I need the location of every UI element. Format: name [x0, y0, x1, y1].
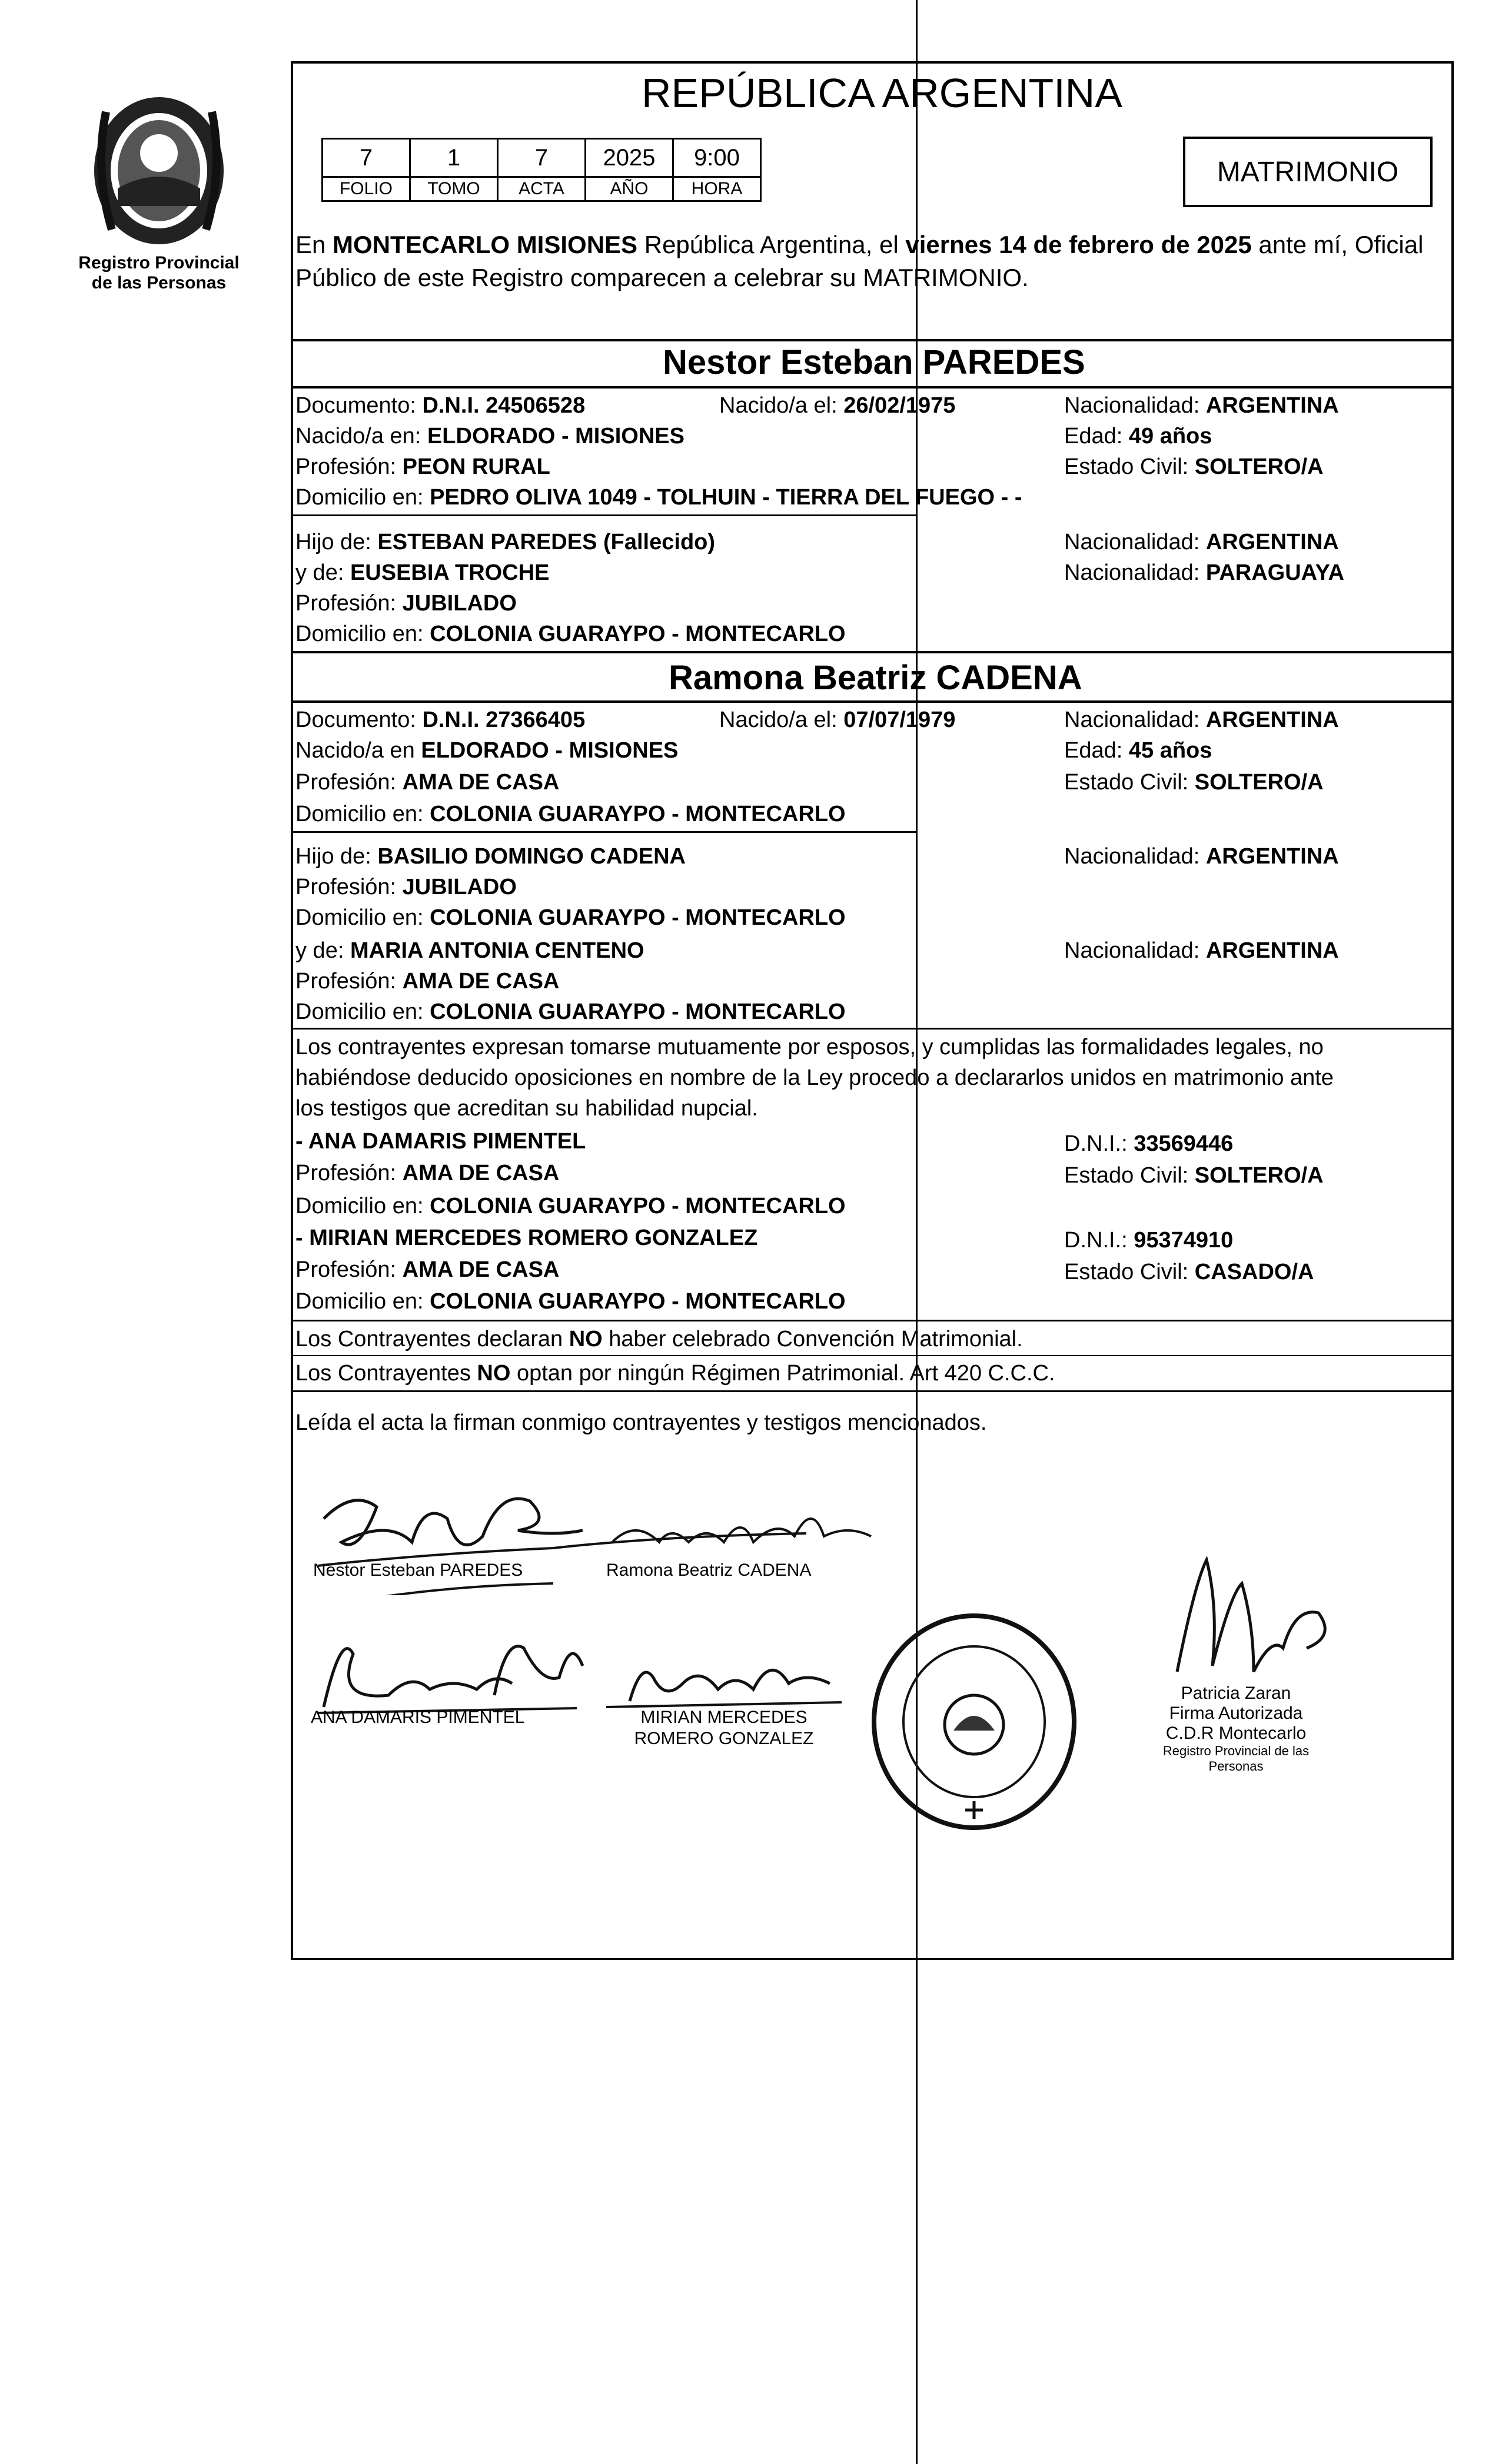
witness2-profession: Profesión: AMA DE CASA — [295, 1257, 560, 1282]
witness2-signature-caption: MIRIAN MERCEDES ROMERO GONZALEZ — [634, 1708, 814, 1748]
witness2-name: - MIRIAN MERCEDES ROMERO GONZALEZ — [295, 1226, 758, 1250]
folio-value: 7 — [323, 139, 410, 177]
intro-date: viernes 14 de febrero de 2025 — [905, 231, 1252, 258]
groom-parents-address: Domicilio en: COLONIA GUARAYPO - MONTECARLO — [295, 622, 846, 646]
witness1-address: Domicilio en: COLONIA GUARAYPO - MONTECARLO — [295, 1194, 846, 1218]
registry-line2: de las Personas — [91, 273, 227, 293]
closing-text: Leída el acta la firman conmigo contrayentes y testigos mencionados. — [295, 1410, 987, 1435]
bride-civil-status: Estado Civil: SOLTERO/A — [1064, 770, 1324, 795]
bride-father: Hijo de: BASILIO DOMINGO CADENA — [295, 844, 686, 869]
intro-place: MONTECARLO MISIONES — [333, 231, 638, 258]
anio-value: 2025 — [586, 139, 673, 177]
province-seal-icon — [82, 88, 235, 253]
groom-nationality: Nacionalidad: ARGENTINA — [1064, 393, 1339, 418]
witness1-dni: D.N.I.: 33569446 — [1064, 1131, 1234, 1156]
witness1-civil-status: Estado Civil: SOLTERO/A — [1064, 1163, 1324, 1188]
acta-label: ACTA — [498, 177, 586, 201]
groom-document: Documento: D.N.I. 24506528 — [295, 393, 586, 418]
groom-age: Edad: 49 años — [1064, 424, 1212, 449]
groom-profession: Profesión: PEON RURAL — [295, 454, 550, 479]
groom-mother-nationality: Nacionalidad: PARAGUAYA — [1064, 560, 1344, 585]
declaration-line3: los testigos que acreditan su habilidad nupcial. — [295, 1096, 758, 1121]
bride-age: Edad: 45 años — [1064, 738, 1212, 763]
bride-profession: Profesión: AMA DE CASA — [295, 770, 560, 795]
bride-mother-profession: Profesión: AMA DE CASA — [295, 969, 560, 994]
registry-line1: Registro Provincial — [78, 253, 240, 273]
groom-birthdate: Nacido/a el: 26/02/1975 — [719, 393, 956, 418]
convention-line2: Los Contrayentes NO optan por ningún Régimen Patrimonial. Art 420 C.C.C. — [295, 1361, 1055, 1386]
act-type-box: MATRIMONIO — [1183, 137, 1433, 207]
official-org: Registro Provincial de las Personas — [1162, 1744, 1310, 1774]
groom-signature-caption: Nestor Esteban PAREDES — [313, 1560, 523, 1580]
registry-label — [65, 253, 253, 293]
groom-address: Domicilio en: PEDRO OLIVA 1049 - TOLHUIN - TIERRA DEL FUEGO - - — [295, 485, 1022, 510]
folio-label: FOLIO — [323, 177, 410, 201]
bride-address: Domicilio en: COLONIA GUARAYPO - MONTECARLO — [295, 802, 846, 826]
tomo-value: 1 — [410, 139, 498, 177]
bride-nationality: Nacionalidad: ARGENTINA — [1064, 708, 1339, 732]
official-block — [1136, 1683, 1336, 1774]
bride-signature-caption: Ramona Beatriz CADENA — [606, 1560, 812, 1580]
bride-birthplace: Nacido/a en ELDORADO - MISIONES — [295, 738, 679, 763]
groom-name: Nestor Esteban PAREDES — [663, 343, 1085, 381]
witness1-name: - ANA DAMARIS PIMENTEL — [295, 1129, 586, 1154]
hora-value: 9:00 — [673, 139, 761, 177]
witnesses-signature — [300, 1613, 865, 1719]
witness2-dni: D.N.I.: 95374910 — [1064, 1228, 1234, 1253]
anio-label: AÑO — [586, 177, 673, 201]
groom-parents-profession: Profesión: JUBILADO — [295, 591, 517, 616]
groom-birthplace: Nacido/a en: ELDORADO - MISIONES — [295, 424, 684, 449]
province-logo — [82, 88, 235, 253]
bride-mother-address: Domicilio en: COLONIA GUARAYPO - MONTECARLO — [295, 999, 846, 1024]
official-name: Patricia Zaran — [1181, 1683, 1291, 1703]
groom-father-nationality: Nacionalidad: ARGENTINA — [1064, 530, 1339, 554]
bride-father-nationality: Nacionalidad: ARGENTINA — [1064, 844, 1339, 869]
groom-mother: y de: EUSEBIA TROCHE — [295, 560, 550, 585]
tomo-label: TOMO — [410, 177, 498, 201]
witness1-profession: Profesión: AMA DE CASA — [295, 1161, 560, 1185]
bride-father-profession: Profesión: JUBILADO — [295, 875, 517, 899]
groom-civil-status: Estado Civil: SOLTERO/A — [1064, 454, 1324, 479]
bride-mother-nationality: Nacionalidad: ARGENTINA — [1064, 938, 1339, 963]
declaration-line2: habiéndose deducido oposiciones en nombre de la Ley procedo a declararlos unidos en matrimonio ante — [295, 1065, 1334, 1090]
declaration-line1: Los contrayentes expresan tomarse mutuamente por esposos, y cumplidas las formalidades legales, no — [295, 1035, 1324, 1060]
page-title: REPÚBLICA ARGENTINA — [642, 70, 1122, 116]
registry-stamp-icon — [865, 1607, 1083, 1837]
official-office: C.D.R Montecarlo — [1165, 1724, 1307, 1743]
groom-father: Hijo de: ESTEBAN PAREDES (Fallecido) — [295, 530, 716, 554]
record-table — [321, 138, 762, 202]
official-title: Firma Autorizada — [1169, 1703, 1303, 1723]
witness2-civil-status: Estado Civil: CASADO/A — [1064, 1260, 1314, 1284]
bride-document: Documento: D.N.I. 27366405 — [295, 708, 586, 732]
bride-father-address: Domicilio en: COLONIA GUARAYPO - MONTECARLO — [295, 905, 846, 930]
official-signature — [1154, 1548, 1354, 1678]
intro-paragraph: En MONTECARLO MISIONES República Argentina, el viernes 14 de febrero de 2025 ante mí, Oficial Público de este Registro comparecen a celebrar su MATRIMONIO. — [295, 231, 1424, 291]
hora-label: HORA — [673, 177, 761, 201]
bride-birthdate: Nacido/a el: 07/07/1979 — [719, 708, 956, 732]
bride-mother: y de: MARIA ANTONIA CENTENO — [295, 938, 644, 963]
acta-value: 7 — [498, 139, 586, 177]
bride-name: Ramona Beatriz CADENA — [669, 659, 1082, 697]
witness1-signature-caption: ANA DAMARIS PIMENTEL — [311, 1708, 525, 1727]
convention-line1: Los Contrayentes declaran NO haber celebrado Convención Matrimonial. — [295, 1327, 1023, 1351]
witness2-address: Domicilio en: COLONIA GUARAYPO - MONTECARLO — [295, 1289, 846, 1314]
